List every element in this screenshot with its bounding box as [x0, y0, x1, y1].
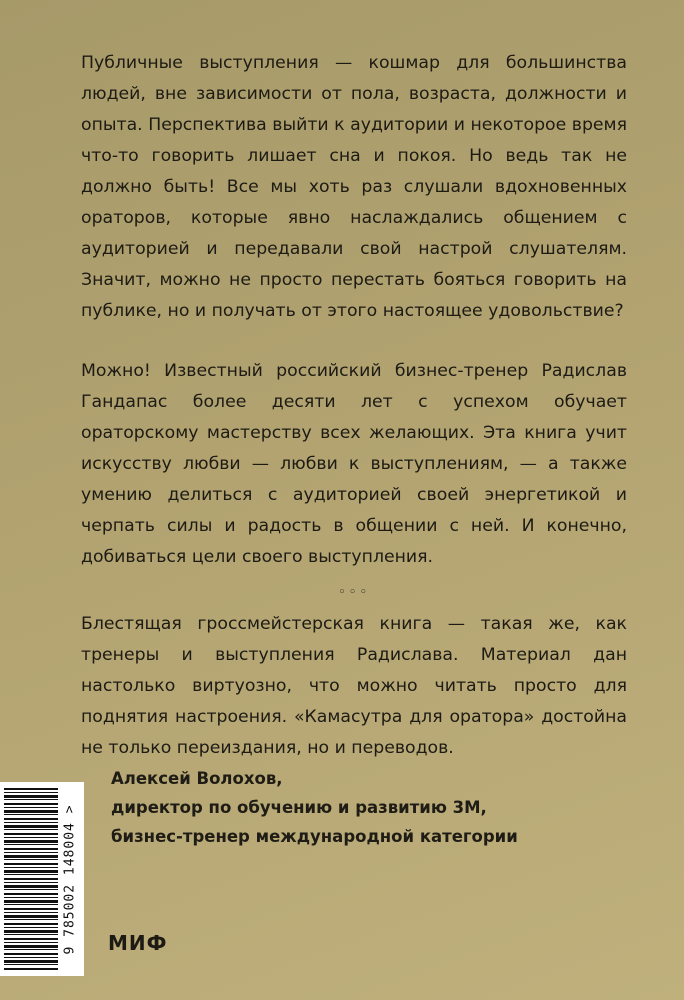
review-signature [111, 764, 627, 851]
back-cover-text [81, 48, 627, 851]
isbn-barcode [0, 782, 84, 976]
barcode-bars [4, 788, 58, 970]
reviewer-title: бизнес-тренер международной категории [111, 827, 518, 846]
ornament-divider: ◦◦◦ [337, 585, 370, 600]
barcode-digits-wrap [58, 788, 82, 970]
publisher-logo: МИФ [108, 931, 168, 955]
reviewer-name: Алексей Волохов, [111, 769, 283, 788]
barcode-digits: 9 785002 148004 > [62, 803, 78, 955]
description-paragraph-1: Публичные выступления — кошмар для большинства людей, вне зависимости от пола, возраста, должности и опыта. Перспектива выйти к аудитории и некоторое время что-то говорить лишает сна и покоя. Но ведь так не должно быть! Все мы хоть раз слушали вдохновенных ораторов, которые явно наслаждались общением с аудиторией и передавали свой настрой слушателям. Значит, можно не просто перестать бояться говорить на публике, но и получать от этого настоящее удовольствие? [81, 53, 627, 321]
description-paragraph-2: Можно! Известный российский бизнес-тренер Радислав Гандапас более десяти лет с успехом обучает ораторскому мастерству всех желающих. Эта книга учит искусству любви — любви к выступлениям, — а также умению делиться с аудиторией своей энергетикой и черпать силы и радость в общении с ней. И конечно, добиваться цели своего выступления. [81, 361, 627, 567]
reviewer-role: директор по обучению и развитию 3M, [111, 798, 487, 817]
review-quote: Блестящая гроссмейстерская книга — такая же, как тренеры и выступления Радислава. Материал дан настолько виртуозно, что можно читать просто для поднятия настроения. «Камасутра для оратора» достойна не только переиздания, но и переводов. [81, 614, 627, 758]
